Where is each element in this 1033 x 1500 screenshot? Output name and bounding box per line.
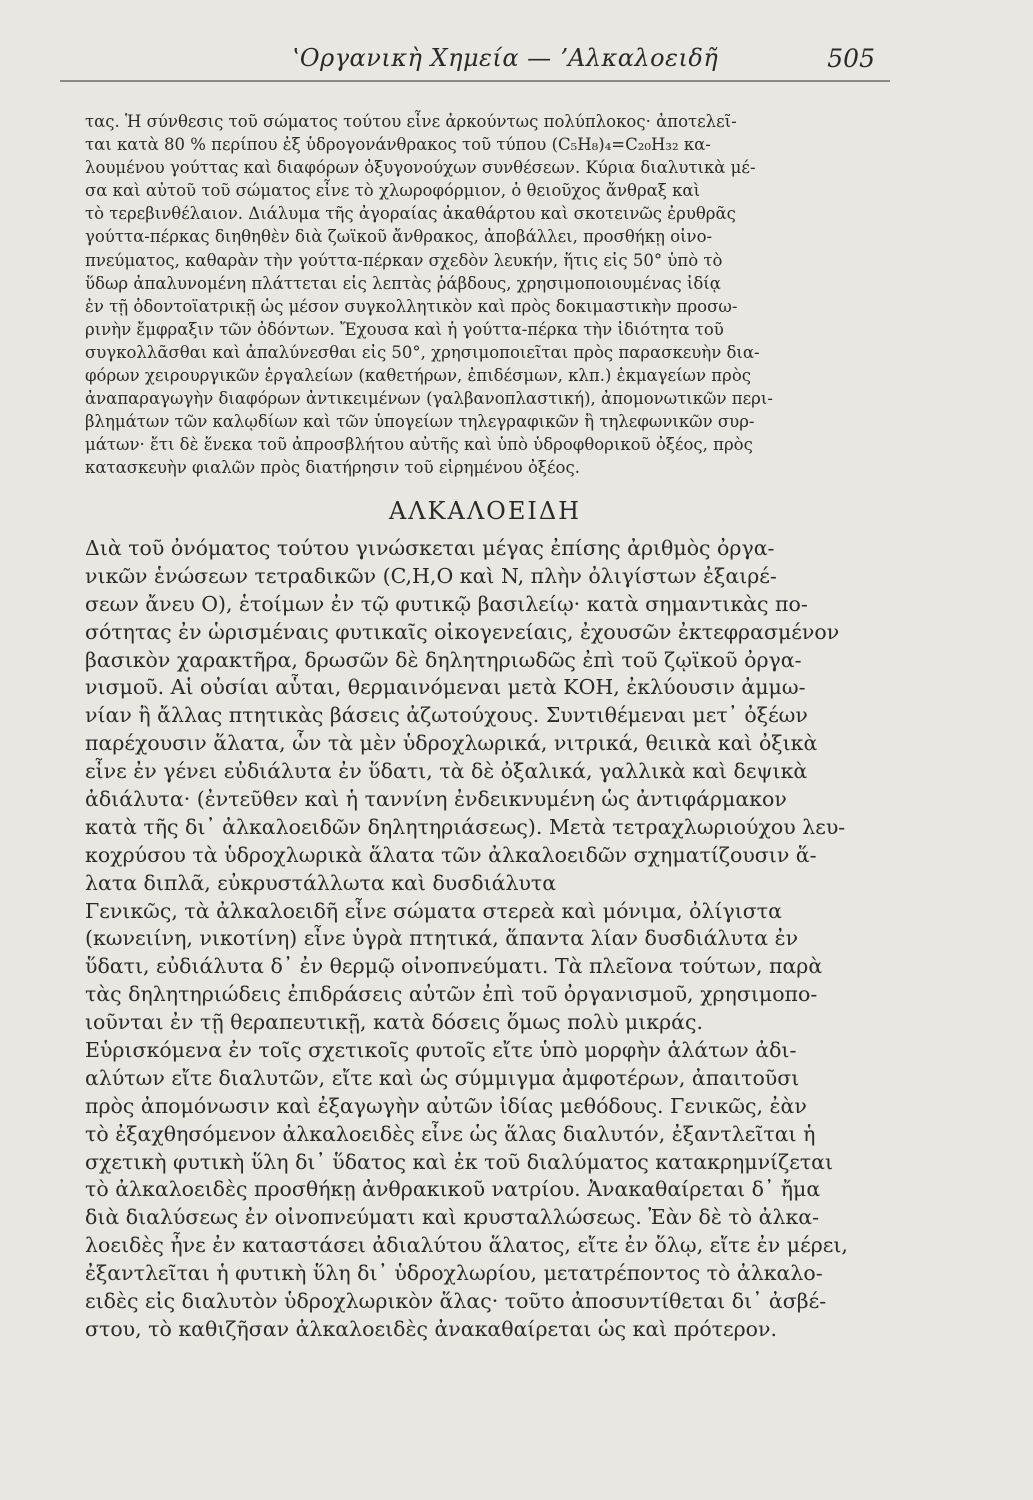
text-line: ἀναπαραγωγὴν διαφόρων ἀντικειμένων (γαλβανοπλαστική), ἀπομονωτικῶν περι-	[85, 389, 773, 409]
text-line: σα καὶ αὐτοῦ τοῦ σώματος εἶνε τὸ χλωροφόρμιον, ὁ θειοῦχος ἄνθραξ καὶ	[85, 181, 701, 201]
text-line: μάτων· ἔτι δὲ ἕνεκα τοῦ ἀπροσβλήτου αὐτῆς καὶ ὑπὸ ὑδροφθορικοῦ ὀξέος, πρὸς	[85, 435, 753, 455]
text-line: ἀδιάλυτα· (ἐντεῦθεν καὶ ἡ ταννίνη ἐνδεικνυμένη ὡς ἀντιφάρμακον	[85, 787, 787, 812]
text-line: ἐν τῇ ὀδοντοϊατρικῇ ὡς μέσον συγκολλητικὸν καὶ πρὸς δοκιμαστικὴν προσω-	[85, 296, 738, 316]
text-line: διὰ διαλύσεως ἐν οἰνοπνεύματι καὶ κρυσταλλώσεως. Ἐὰν δὲ τὸ ἀλκα-	[85, 1205, 820, 1230]
text-line: λατα διπλᾶ, εὐκρυστάλλωτα καὶ δυσδιάλυτα	[85, 870, 557, 895]
gutta-percha-paragraph	[85, 110, 885, 480]
text-line: στου, τὸ καθιζῆσαν ἀλκαλοειδὲς ἀνακαθαίρεται ὡς καὶ πρότερον.	[85, 1316, 778, 1341]
section-title: ΑΛΚΑΛΟΕΙΔΗ	[388, 497, 582, 525]
text-line: λουμένου γούττας καὶ διαφόρων ὀξυγονούχων συνθέσεων. Κύρια διαλυτικὰ μέ-	[85, 158, 756, 178]
page-number: 505	[827, 44, 875, 73]
text-line: σότητας ἐν ὡρισμέναις φυτικαῖς οἰκογενείαις, ἐχουσῶν ἐκτεφρασμένον	[85, 619, 840, 644]
text-line: νισμοῦ. Αἱ οὐσίαι αὗται, θερμαινόμεναι μετὰ ΚΟΗ, ἐκλύουσιν ἀμμω-	[85, 675, 806, 700]
text-line: ται κατὰ 80 % περίπου ἐξ ὑδρογονάνθρακος τοῦ τύπου (C₅H₈)₄=C₂₀H₃₂ κα-	[85, 135, 711, 155]
text-line: Εὑρισκόμενα ἐν τοῖς σχετικοῖς φυτοῖς εἴτε ὑπὸ μορφὴν ἁλάτων ἀδι-	[85, 1038, 797, 1063]
text-line: πρὸς ἀπομόνωσιν καὶ ἐξαγωγὴν αὐτῶν ἰδίας μεθόδους. Γενικῶς, ἐὰν	[85, 1093, 807, 1118]
text-line: νίαν ἢ ἄλλας πτητικὰς βάσεις ἀζωτούχους. Συντιθέμεναι μετ᾽ ὀξέων	[85, 703, 808, 728]
alkaloids-text	[85, 535, 885, 1344]
text-line: τας. Ἡ σύνθεσις τοῦ σώματος τούτου εἶνε ἀρκούντως πολύπλοκος· ἀποτελεῖ-	[85, 112, 737, 131]
text-line: συγκολλᾶσθαι καὶ ἀπαλύνεσθαι εἰς 50°, χρησιμοποιεῖται πρὸς παρασκευὴν δια-	[85, 342, 760, 362]
text-line: ὕδωρ ἀπαλυνομένη πλάττεται εἰς λεπτὰς ῥάβδους, χρησιμοποιουμένας ἰδίᾳ	[85, 273, 721, 293]
text-line: πνεύματος, καθαρὰν τὴν γούττα-πέρκαν σχεδὸν λευκήν, ἥτις εἰς 50° ὑπὸ τὸ	[85, 250, 723, 270]
text-line: ἐξαντλεῖται ἡ φυτικὴ ὕλη δι᾽ ὑδροχλωρίου, μετατρέποντος τὸ ἀλκαλο-	[85, 1261, 823, 1286]
text-line: Διὰ τοῦ ὀνόματος τούτου γινώσκεται μέγας ἐπίσης ἀριθμὸς ὀργα-	[85, 536, 775, 560]
text-line: κατασκευὴν φιαλῶν πρὸς διατήρησιν τοῦ εἰρημένου ὀξέος.	[85, 458, 580, 478]
text-line: ιοῦνται ἐν τῇ θεραπευτικῇ, κατὰ δόσεις ὅμως πολὺ μικράς.	[85, 1010, 704, 1035]
text-line: Γενικῶς, τὰ ἀλκαλοειδῆ εἶνε σώματα στερεὰ καὶ μόνιμα, ὀλίγιστα	[85, 898, 782, 923]
text-line: τὸ ἀλκαλοειδὲς προσθήκῃ ἀνθρακικοῦ νατρίου. Ἀνακαθαίρεται δ᾽ ἤμα	[85, 1177, 821, 1202]
text-line: σχετικὴ φυτικὴ ὕλη δι᾽ ὕδατος καὶ ἐκ τοῦ διαλύματος κατακρημνίζεται	[85, 1149, 834, 1174]
text-line: τὰς δηλητηριώδεις ἐπιδράσεις αὐτῶν ἐπὶ τοῦ ὀργανισμοῦ, χρησιμοπο-	[85, 982, 818, 1007]
text-line: τὸ τερεβινθέλαιον. Διάλυμα τῆς ἀγοραίας ἀκαθάρτου καὶ σκοτεινῶς ἐρυθρᾶς	[85, 204, 736, 224]
text-line: κατὰ τῆς δι᾽ ἀλκαλοειδῶν δηλητηριάσεως). Μετὰ τετραχλωριούχου λευ-	[85, 814, 846, 839]
text-line: κοχρύσου τὰ ὑδροχλωρικὰ ἅλατα τῶν ἀλκαλοειδῶν σχηματίζουσιν ἅ-	[85, 842, 817, 867]
text-line: παρέχουσιν ἅλατα, ὧν τὰ μὲν ὑδροχλωρικά, νιτρικά, θειικὰ καὶ ὀξικὰ	[85, 731, 818, 756]
page-header	[85, 44, 885, 84]
running-title: ʽΟργανικὴ Χημεία — ʼΑλκαλοειδῆ	[291, 44, 719, 72]
text-line: νικῶν ἑνώσεων τετραδικῶν (C,H,O καὶ N, πλὴν ὀλιγίστων ἐξαιρέ-	[85, 563, 777, 588]
text-line: σεων ἄνευ O), ἑτοίμων ἐν τῷ φυτικῷ βασιλείῳ· κατὰ σημαντικὰς πο-	[85, 591, 808, 616]
text-line: λοειδὲς ἦνε ἐν καταστάσει ἀδιαλύτου ἅλατος, εἴτε ἐν ὅλῳ, εἴτε ἐν μέρει,	[85, 1233, 848, 1258]
text-line: φόρων χειρουργικῶν ἐργαλείων (καθετήρων, ἐπιδέσμων, κλπ.) ἐκμαγείων πρὸς	[85, 366, 752, 386]
text-line: βασικὸν χαρακτῆρα, δρωσῶν δὲ δηλητηριωδῶς ἐπὶ τοῦ ζῳϊκοῦ ὀργα-	[85, 647, 802, 672]
text-line: ειδὲς εἰς διαλυτὸν ὑδροχλωρικὸν ἅλας· τοῦτο ἀποσυντίθεται δι᾽ ἀσβέ-	[85, 1289, 827, 1314]
text-line: ρινὴν ἔμφραξιν τῶν ὀδόντων. Ἔχουσα καὶ ἡ γούττα-πέρκα τὴν ἰδιότητα τοῦ	[85, 319, 724, 339]
text-line: γούττα-πέρκας διηθηθὲν διὰ ζωϊκοῦ ἄνθρακος, ἀποβάλλει, προσθήκῃ οἰνο-	[85, 227, 713, 247]
text-line: βλημάτων τῶν καλῳδίων καὶ τῶν ὑπογείων τηλεγραφικῶν ἢ τηλεφωνικῶν συρ-	[85, 412, 755, 432]
text-line: (κωνειίνη, νικοτίνη) εἶνε ὑγρὰ πτητικά, ἅπαντα λίαν δυσδιάλυτα ἐν	[85, 926, 799, 951]
text-line: ὕδατι, εὐδιάλυτα δ᾽ ἐν θερμῷ οἰνοπνεύματι. Τὰ πλεῖονα τούτων, παρὰ	[85, 954, 823, 979]
text-line: αλύτων εἴτε διαλυτῶν, εἴτε καὶ ὡς σύμμιγμα ἀμφοτέρων, ἀπαιτοῦσι	[85, 1065, 800, 1090]
header-rule	[60, 80, 890, 82]
text-line: εἶνε ἐν γένει εὐδιάλυτα ἐν ὕδατι, τὰ δὲ ὀξαλικά, γαλλικὰ καὶ δεψικὰ	[85, 759, 808, 784]
text-line: τὸ ἐξαχθησόμενον ἀλκαλοειδὲς εἶνε ὡς ἅλας διαλυτόν, ἐξαντλεῖται ἡ	[85, 1121, 816, 1146]
